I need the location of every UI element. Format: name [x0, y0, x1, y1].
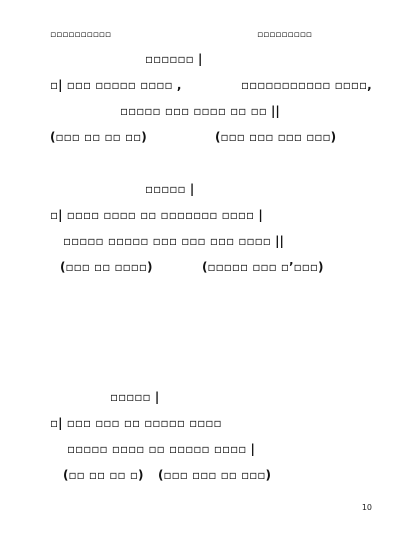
block2-source-left: (▫▫▫ ▫▫ ▫▫▫▫) — [60, 260, 153, 274]
block3-source-right: (▫▫▫ ▫▫▫ ▫▫ ▫▫▫) — [158, 468, 271, 482]
page-number: 10 — [361, 503, 372, 512]
block2-title: ▫▫▫▫▫ | — [145, 182, 195, 196]
block2-line2: ▫▫▫▫▫ ▫▫▫▫▫ ▫▫▫ ▫▫▫ ▫▫▫ ▫▫▫▫ || — [63, 234, 284, 248]
block1-line1-right: ▫▫▫▫▫▫▫▫▫▫▫ ▫▫▫▫, — [241, 78, 372, 92]
block3-title: ▫▫▫▫▫ | — [110, 390, 160, 404]
header-right: ▫▫▫▫▫▫▫▫▫ — [257, 30, 312, 40]
block2-source-right: (▫▫▫▫▫ ▫▫▫ ▫’▫▫▫) — [202, 260, 324, 274]
block1-line1: ▫| ▫▫▫ ▫▫▫▫▫ ▫▫▫▫ , — [50, 78, 182, 92]
block1-title: ▫▫▫▫▫▫ | — [145, 52, 203, 66]
block2-line1: ▫| ▫▫▫▫ ▫▫▫▫ ▫▫ ▫▫▫▫▫▫▫ ▫▫▫▫ | — [50, 208, 263, 222]
block3-source-left: (▫▫ ▫▫ ▫▫ ▫) — [63, 468, 144, 482]
block1-line2: ▫▫▫▫▫ ▫▫▫ ▫▫▫▫ ▫▫ ▫▫ || — [120, 104, 280, 118]
block3-line1: ▫| ▫▫▫ ▫▫▫ ▫▫ ▫▫▫▫▫ ▫▫▫▫ — [50, 416, 222, 430]
block1-source-right: (▫▫▫ ▫▫▫ ▫▫▫ ▫▫▫) — [215, 130, 337, 144]
header-left: ▫▫▫▫▫▫▫▫▫▫ — [50, 30, 111, 40]
block3-line2: ▫▫▫▫▫ ▫▫▫▫ ▫▫ ▫▫▫▫▫ ▫▫▫▫ | — [67, 442, 255, 456]
block1-source-left: (▫▫▫ ▫▫ ▫▫ ▫▫) — [50, 130, 147, 144]
